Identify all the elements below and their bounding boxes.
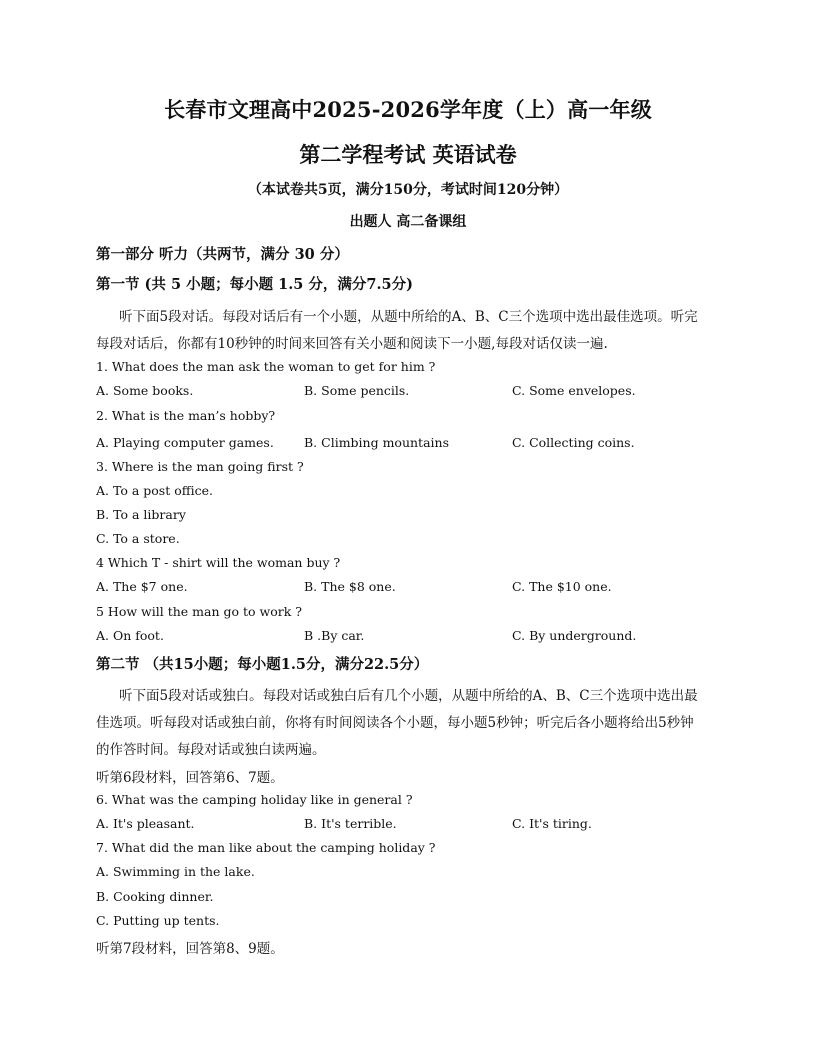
- question-7-option-c: C. Putting up tents.: [96, 913, 220, 928]
- section1-heading: 第一节 (共 5 小题；每小题 1.5 分，满分7.5分): [96, 276, 414, 293]
- section2-instruction-line3: 的作答时间。每段对话或独白读两遍。: [96, 742, 326, 758]
- question-4-option-a: A. The $7 one.: [96, 579, 188, 594]
- question-5-stem: 5 How will the man go to work ?: [96, 604, 302, 619]
- question-4-option-b: B. The $8 one.: [304, 579, 396, 594]
- question-7-option-a: A. Swimming in the lake.: [96, 864, 255, 879]
- section2-instruction-line1: 听下面5段对话或独白。每段对话或独白后有几个小题，从题中所给的A、B、C三个选项中选出最: [119, 688, 698, 704]
- question-1-option-b: B. Some pencils.: [304, 383, 410, 398]
- section1-instruction-line1: 听下面5段对话。每段对话后有一个小题，从题中所给的A、B、C三个选项中选出最佳选项。听完: [119, 309, 698, 325]
- question-1-option-c: C. Some envelopes.: [512, 383, 636, 398]
- question-6-options: [0, 816, 816, 834]
- question-5-option-a: A. On foot.: [96, 628, 164, 643]
- question-3-option-c: C. To a store.: [96, 531, 180, 546]
- question-2-option-a: A. Playing computer games.: [96, 435, 274, 450]
- section2-instruction-line2: 佳选项。听每段对话或独白前，你将有时间阅读各个小题，每小题5秒钟；听完后各小题将给出5秒钟: [96, 715, 694, 731]
- part1-heading: 第一部分 听力（共两节，满分 30 分）: [96, 246, 349, 263]
- question-3-option-a: A. To a post office.: [96, 483, 213, 498]
- question-1-options: [0, 383, 816, 401]
- question-2-option-c: C. Collecting coins.: [512, 435, 635, 450]
- question-3-option-b: B. To a library: [96, 507, 186, 522]
- material-6-label: 听第6段材料，回答第6、7题。: [96, 770, 284, 786]
- exam-subtitle: （本试卷共5页，满分150分，考试时间120分钟）: [247, 182, 569, 198]
- question-2-stem: 2. What is the man’s hobby?: [96, 408, 276, 423]
- question-6-option-b: B. It's terrible.: [304, 816, 397, 831]
- question-4-stem: 4 Which T - shirt will the woman buy ?: [96, 555, 341, 570]
- exam-title-line2: 第二学程考试 英语试卷: [299, 142, 517, 167]
- question-5-options: [0, 628, 816, 646]
- question-6-stem: 6. What was the camping holiday like in general ?: [96, 792, 413, 807]
- question-6-option-a: A. It's pleasant.: [96, 816, 195, 831]
- question-7-option-b: B. Cooking dinner.: [96, 889, 214, 904]
- question-2-options: [0, 435, 816, 453]
- question-7-stem: 7. What did the man like about the camping holiday ?: [96, 840, 436, 855]
- question-4-options: [0, 579, 816, 597]
- question-2-option-b: B. Climbing mountains: [304, 435, 449, 450]
- material-7-label: 听第7段材料，回答第8、9题。: [96, 941, 284, 957]
- question-5-option-b: B .By car.: [304, 628, 365, 643]
- section1-instruction-line2: 每段对话后，你都有10秒钟的时间来回答有关小题和阅读下一小题,每段对话仅读一遍.: [96, 336, 608, 352]
- question-1-option-a: A. Some books.: [96, 383, 194, 398]
- question-6-option-c: C. It's tiring.: [512, 816, 592, 831]
- exam-author: 出题人 高二备课组: [349, 214, 467, 230]
- exam-title-line1: 长春市文理高中2025-2026学年度（上）高一年级: [164, 97, 652, 122]
- section2-heading: 第二节 （共15小题；每小题1.5分，满分22.5分）: [96, 656, 429, 673]
- question-3-stem: 3. Where is the man going first ?: [96, 459, 304, 474]
- question-1-stem: 1. What does the man ask the woman to get for him ?: [96, 359, 436, 374]
- question-5-option-c: C. By underground.: [512, 628, 637, 643]
- question-4-option-c: C. The $10 one.: [512, 579, 612, 594]
